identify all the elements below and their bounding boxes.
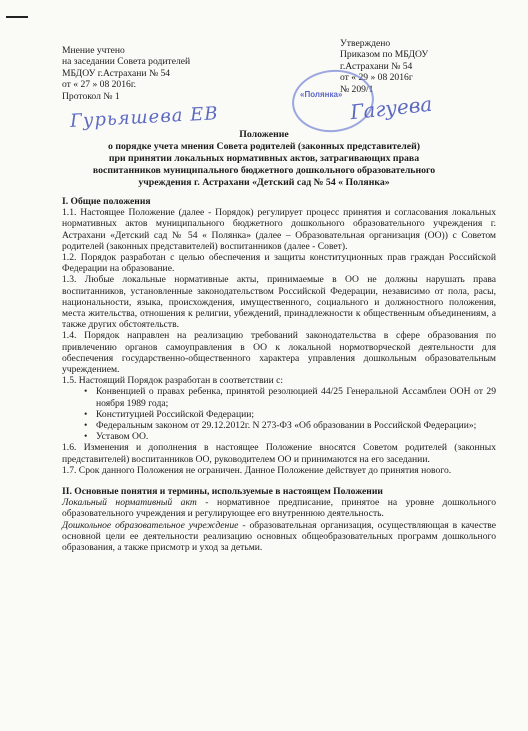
header-right-date: от « 29 » 08 2016г bbox=[340, 72, 413, 84]
bullet-item: • Конституцией Российской Федерации; bbox=[86, 409, 496, 420]
document-body bbox=[62, 196, 496, 553]
definition-text: - нормативное предписание, принятое на уровне дошкольного образовательного учреждения и регулирующее его внутреннюю деятельность. bbox=[62, 497, 496, 520]
paragraph: 1.1. Настоящее Положение (далее - Порядок) регулирует процесс принятия и согласования локальных нормативных актов муниципального бюджетного дошкольного образовательного учреждения г. Астрахани «Детский сад № 54 « Полянка» (далее – Образовательная организация (ОО)) с Советом родителей (законных представителей) воспитанников (далее - Совет). bbox=[62, 207, 496, 252]
section-heading: II. Основные понятия и термины, используемые в настоящем Положении bbox=[62, 486, 383, 498]
title-line: о порядке учета мнения Совета родителей (законных представителей) bbox=[107, 141, 421, 152]
title-line: Положение bbox=[239, 129, 289, 140]
bullet-list bbox=[62, 386, 496, 442]
bullet-item: • Федеральным законом от 29.12.2012г. N 273-ФЗ «Об образовании в Российской Федерации»; bbox=[86, 420, 496, 431]
document-title bbox=[0, 129, 528, 189]
bullet-item: • Уставом ОО. bbox=[86, 431, 496, 442]
header-right-order: № 209/1 bbox=[340, 83, 374, 95]
header-left-block bbox=[62, 45, 190, 102]
corner-dash bbox=[6, 16, 28, 18]
definition-term: Дошкольное образовательное учреждение bbox=[62, 519, 239, 531]
header-right-line: Утверждено bbox=[340, 38, 391, 49]
paragraph: 1.4. Порядок направлен на реализацию требований законодательства в сфере образования по привлечению органов самоуправления в ОО к локальной нормотворческой деятельности для обеспечения государственно-общественного характера управления дошкольным образовательным учреждением. bbox=[62, 330, 496, 376]
signature-left: Гурьяшева ЕВ bbox=[69, 103, 220, 132]
section-heading: I. Общие положения bbox=[62, 196, 151, 207]
definition-paragraph bbox=[62, 520, 496, 554]
bullet-item: • Конвенцией о правах ребенка, принятой резолюцией 44/25 Генеральной Ассамблеи ООН от 29 ноября 1989 года; bbox=[86, 386, 496, 408]
header-left-line: МБДОУ г.Астрахани № 54 bbox=[62, 67, 171, 79]
header-left-line: Мнение учтено bbox=[62, 45, 125, 56]
definition-term: Локальный нормативный акт bbox=[62, 497, 197, 509]
spacer bbox=[62, 476, 496, 486]
title-line: учреждения г. Астрахани «Детский сад № 54 « Полянка» bbox=[138, 177, 390, 188]
paragraph: 1.6. Изменения и дополнения в настоящее Положение вносятся Советом родителей (законных представителей) воспитанников ОО, руководителем ОО и принимаются на его заседании. bbox=[62, 442, 496, 465]
header-right-line: г.Астрахани № 54 bbox=[340, 60, 413, 72]
paragraph: 1.5. Настоящий Порядок разработан в соответствии с: bbox=[62, 375, 284, 387]
paragraph: 1.3. Любые локальные нормативные акты, принимаемые в ОО не должны нарушать права воспитанников, установленные законодательством Российской Федерации, независимо от пола, расы, национальности, языка, происхождения, имущественного, социального и должностного положения, места жительства, отношения к религии, убеждений, принадлежности к общественным объединениям, а также других обстоятельств. bbox=[62, 274, 496, 331]
paragraph: 1.7. Срок данного Положения не ограничен. Данное Положение действует до принятия нового. bbox=[62, 464, 452, 476]
definition-paragraph bbox=[62, 497, 496, 519]
header-left-date: от « 27 » 08 2016г. bbox=[62, 79, 137, 91]
title-line: при принятии локальных нормативных актов, затрагивающих права bbox=[108, 153, 420, 164]
signature-right: Гагуева bbox=[348, 91, 434, 125]
title-line: воспитанников муниципального бюджетного дошкольного образовательного bbox=[92, 165, 436, 176]
paragraph: 1.2. Порядок разработан с целью обеспечения и защиты конституционных прав граждан Российской Федерации на образование. bbox=[62, 252, 496, 275]
header-left-protocol: Протокол № 1 bbox=[62, 90, 120, 102]
seal-stamp-text: «Полянка» bbox=[300, 90, 343, 99]
definition-text: - образовательная организация, осуществляющая в качестве основной цели ее деятельности реализацию основных общеобразовательных программ дошкольного образования, а также присмотр и уход за детьми. bbox=[62, 519, 497, 554]
header-right-line: Приказом по МБДОУ bbox=[340, 49, 429, 61]
header-left-line: на заседании Совета родителей bbox=[62, 56, 191, 68]
